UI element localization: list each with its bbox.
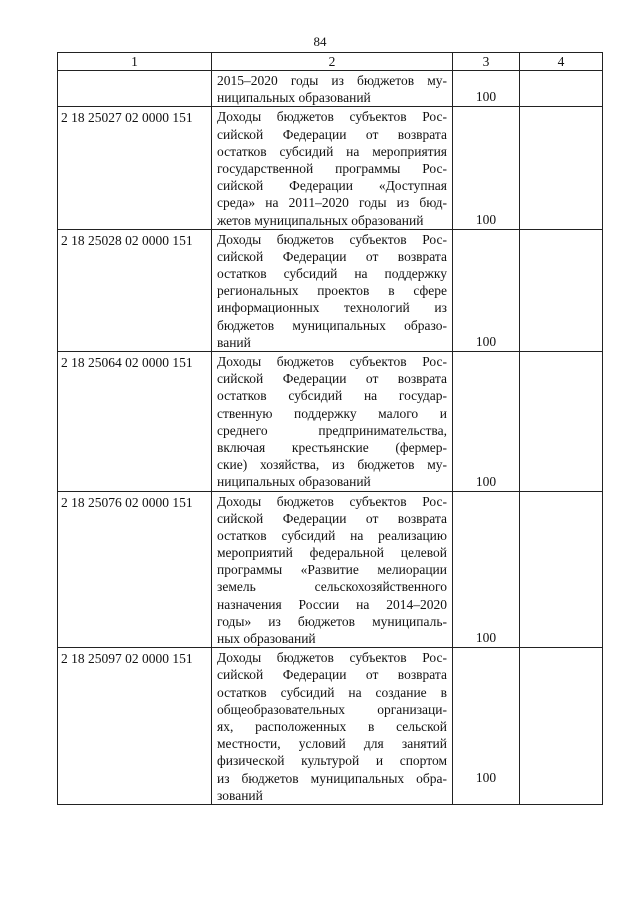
revenue-code-cell: 2 18 25027 02 0000 151 <box>58 107 212 229</box>
description-line: программы «Развитие мелиорации <box>217 562 447 578</box>
amount-cell: 100 <box>453 229 520 351</box>
description-line: Доходы бюджетов субъектов Рос- <box>217 493 447 509</box>
table-row <box>58 107 603 229</box>
page-number: 84 <box>313 34 327 49</box>
description-line: общеобразовательных организаци- <box>217 701 447 717</box>
table-row <box>58 71 603 107</box>
revenue-codes-table <box>57 52 603 805</box>
description-line: местности, условий для занятий <box>217 736 447 752</box>
column-header-1: 1 <box>58 53 212 71</box>
description-line: остатков субсидий на государ- <box>217 388 447 404</box>
description-line: 2015–2020 годы из бюджетов му- <box>217 73 447 88</box>
column-4-cell <box>520 71 603 107</box>
description-line: сийской Федерации от возврата <box>217 667 447 683</box>
description-line: Доходы бюджетов субъектов Рос- <box>217 109 447 125</box>
description-line: Доходы бюджетов субъектов Рос- <box>217 231 447 247</box>
description-line: остатков субсидий на реализацию <box>217 527 447 543</box>
amount-cell: 100 <box>453 648 520 805</box>
description-line: остатков субсидий на поддержку <box>217 266 447 282</box>
table-row <box>58 648 603 805</box>
description-line: остатков субсидий на создание в <box>217 684 447 700</box>
description-cell <box>212 71 453 107</box>
description-cell <box>212 491 453 648</box>
description-line: ниципальных образований <box>217 90 371 106</box>
description-line: ственную поддержку малого и <box>217 405 447 421</box>
revenue-code-cell: 2 18 25076 02 0000 151 <box>58 491 212 648</box>
description-line: сийской Федерации от возврата <box>217 371 447 387</box>
description-line: остатков субсидий на мероприятия <box>217 143 447 159</box>
description-line: государственной программы Рос- <box>217 160 447 176</box>
description-line: из бюджетов муниципальных обра- <box>217 770 447 786</box>
column-header-4: 4 <box>520 53 603 71</box>
description-line: сийской Федерации от возврата <box>217 510 447 526</box>
table-body <box>58 71 603 805</box>
description-line: назначения России на 2014–2020 <box>217 596 447 612</box>
description-cell <box>212 648 453 805</box>
column-header-3: 3 <box>453 53 520 71</box>
description-line: ниципальных образований <box>217 474 371 490</box>
column-4-cell <box>520 491 603 648</box>
revenue-code-cell: 2 18 25064 02 0000 151 <box>58 352 212 492</box>
column-4-cell <box>520 107 603 229</box>
description-line: ваний <box>217 334 251 350</box>
revenue-code-cell: 2 18 25028 02 0000 151 <box>58 229 212 351</box>
description-cell <box>212 229 453 351</box>
description-line: Доходы бюджетов субъектов Рос- <box>217 354 447 369</box>
table-row <box>58 352 603 492</box>
description-line: региональных проектов в сфере <box>217 283 447 299</box>
table-row <box>58 229 603 351</box>
column-4-cell <box>520 352 603 492</box>
description-line: мероприятий федеральной целевой <box>217 545 447 561</box>
amount-cell: 100 <box>453 107 520 229</box>
revenue-code-cell <box>58 71 212 107</box>
amount-cell: 100 <box>453 352 520 492</box>
description-line: сийской Федерации от возврата <box>217 248 447 264</box>
description-cell <box>212 352 453 492</box>
column-4-cell <box>520 229 603 351</box>
description-line: сийской Федерации «Доступная <box>217 178 447 194</box>
column-4-cell <box>520 648 603 805</box>
description-line: жетов муниципальных образований <box>217 212 424 228</box>
table-row <box>58 491 603 648</box>
description-line: земель сельскохозяйственного <box>217 579 447 595</box>
description-cell <box>212 107 453 229</box>
description-line: среда» на 2011–2020 годы из бюд- <box>217 195 447 211</box>
column-header-2: 2 <box>212 53 453 71</box>
amount-cell: 100 <box>453 491 520 648</box>
description-line: годы» из бюджетов муниципаль- <box>217 613 447 629</box>
amount-cell: 100 <box>453 71 520 107</box>
description-line: ях, расположенных в сельской <box>217 718 447 734</box>
description-line: Доходы бюджетов субъектов Рос- <box>217 650 447 666</box>
description-line: ские) хозяйства, из бюджетов му- <box>217 457 447 473</box>
description-line: сийской Федерации от возврата <box>217 126 447 142</box>
description-line: включая крестьянские (фермер- <box>217 439 447 455</box>
revenue-code-cell: 2 18 25097 02 0000 151 <box>58 648 212 805</box>
description-line: среднего предпринимательства, <box>217 422 447 438</box>
description-line: бюджетов муниципальных образо- <box>217 317 447 333</box>
description-line: ных образований <box>217 631 316 646</box>
description-line: физической культурой и спортом <box>217 753 447 769</box>
description-line: зований <box>217 787 263 803</box>
description-line: информационных технологий из <box>217 300 447 316</box>
column-number-row <box>58 53 603 71</box>
